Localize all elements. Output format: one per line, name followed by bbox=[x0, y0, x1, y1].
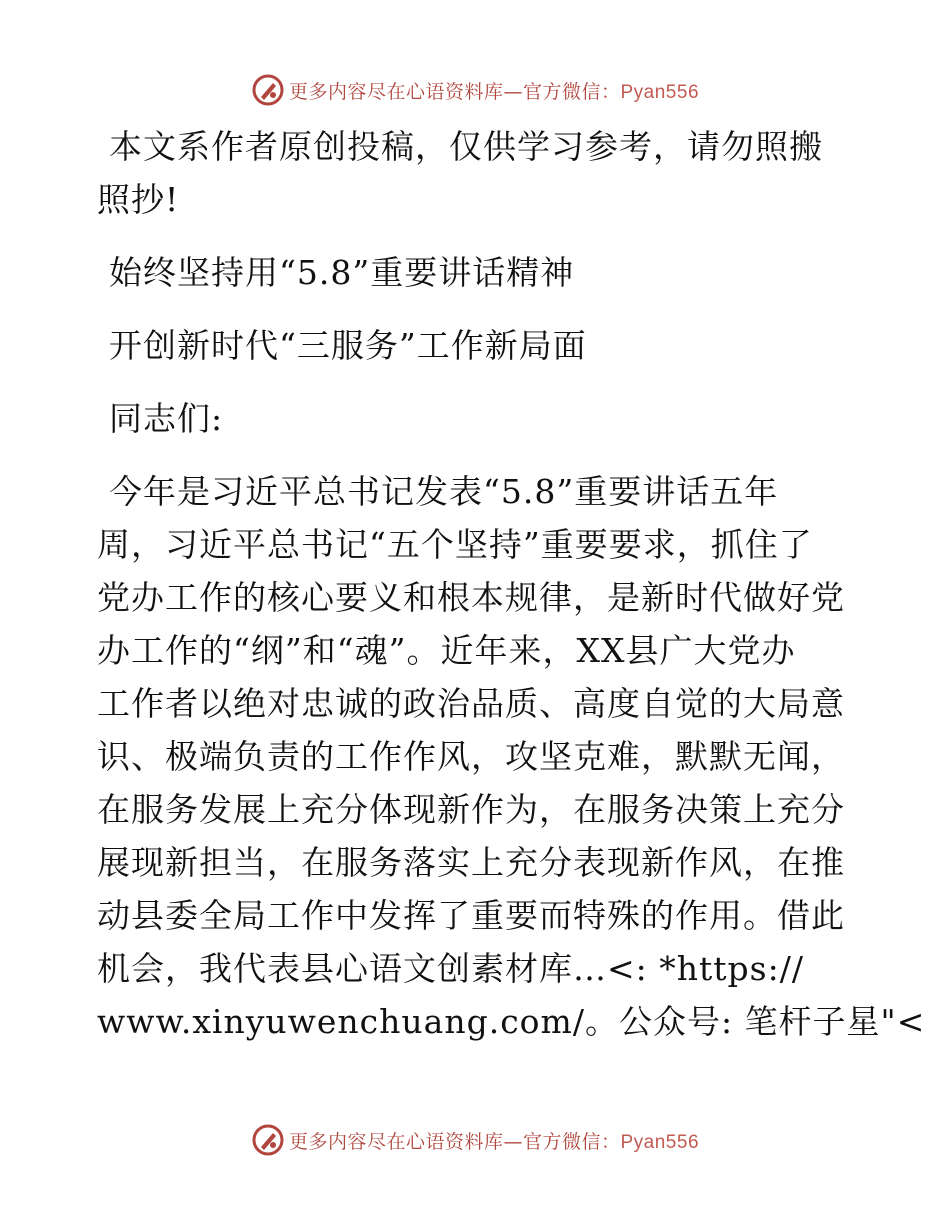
watermark-wechat-id: Pyan556 bbox=[620, 81, 700, 103]
watermark-wechat-label: 官方微信： bbox=[522, 80, 621, 103]
watermark-wechat-label: 官方微信： bbox=[522, 1130, 621, 1153]
paragraph-gap bbox=[97, 445, 857, 465]
paragraph-gap bbox=[97, 299, 857, 319]
paragraph-gap bbox=[97, 372, 857, 392]
body-line-11: www.xinyuwenchuang.com/。公众号: 笔杆子星"< bbox=[97, 1002, 926, 1041]
body-line-2: 周，习近平总书记“五个坚持”重要要求，抓住了 bbox=[97, 525, 813, 564]
body-line-6: 识、极端负责的工作作风，攻坚克难，默默无闻， bbox=[97, 737, 845, 776]
document-body bbox=[97, 120, 926, 1048]
body-line-9: 动县委全局工作中发挥了重要而特殊的作用。借此 bbox=[97, 896, 845, 935]
watermark-text bbox=[289, 77, 699, 104]
notice-line-2: 照抄! bbox=[97, 180, 180, 219]
watermark-text bbox=[289, 1127, 699, 1154]
watermark-site-text: 更多内容尽在心语资料库 bbox=[288, 1130, 504, 1153]
pen-logo-icon bbox=[251, 73, 285, 107]
footer-watermark bbox=[0, 1120, 950, 1160]
watermark-separator: — bbox=[503, 80, 523, 103]
title-line-2: 开创新时代“三服务”工作新局面 bbox=[109, 326, 587, 365]
watermark-site-text: 更多内容尽在心语资料库 bbox=[288, 80, 504, 103]
body-line-3: 党办工作的核心要义和根本规律，是新时代做好党 bbox=[97, 578, 845, 617]
paragraph-gap bbox=[97, 226, 857, 246]
body-line-8: 展现新担当，在服务落实上充分表现新作风，在推 bbox=[97, 843, 845, 882]
title-line-1: 始终坚持用“5.8”重要讲话精神 bbox=[109, 253, 575, 292]
watermark-wechat-id: Pyan556 bbox=[620, 1131, 700, 1153]
salutation: 同志们: bbox=[109, 399, 224, 438]
notice-line-1: 本文系作者原创投稿，仅供学习参考，请勿照搬 bbox=[109, 127, 823, 166]
body-line-7: 在服务发展上充分体现新作为，在服务决策上充分 bbox=[97, 790, 845, 829]
body-line-1: 今年是习近平总书记发表“5.8”重要讲话五年 bbox=[109, 472, 779, 511]
watermark-separator: — bbox=[503, 1130, 523, 1153]
watermark-group bbox=[251, 1123, 699, 1157]
body-line-5: 工作者以绝对忠诚的政治品质、高度自觉的大局意 bbox=[97, 684, 845, 723]
pen-logo-icon bbox=[251, 1123, 285, 1157]
watermark-group bbox=[251, 73, 699, 107]
body-line-4: 办工作的“纲”和“魂”。近年来，XX县广大党办 bbox=[97, 631, 796, 670]
header-watermark bbox=[0, 70, 950, 110]
body-line-10: 机会，我代表县心语文创素材库…<: *https:// bbox=[97, 949, 804, 988]
